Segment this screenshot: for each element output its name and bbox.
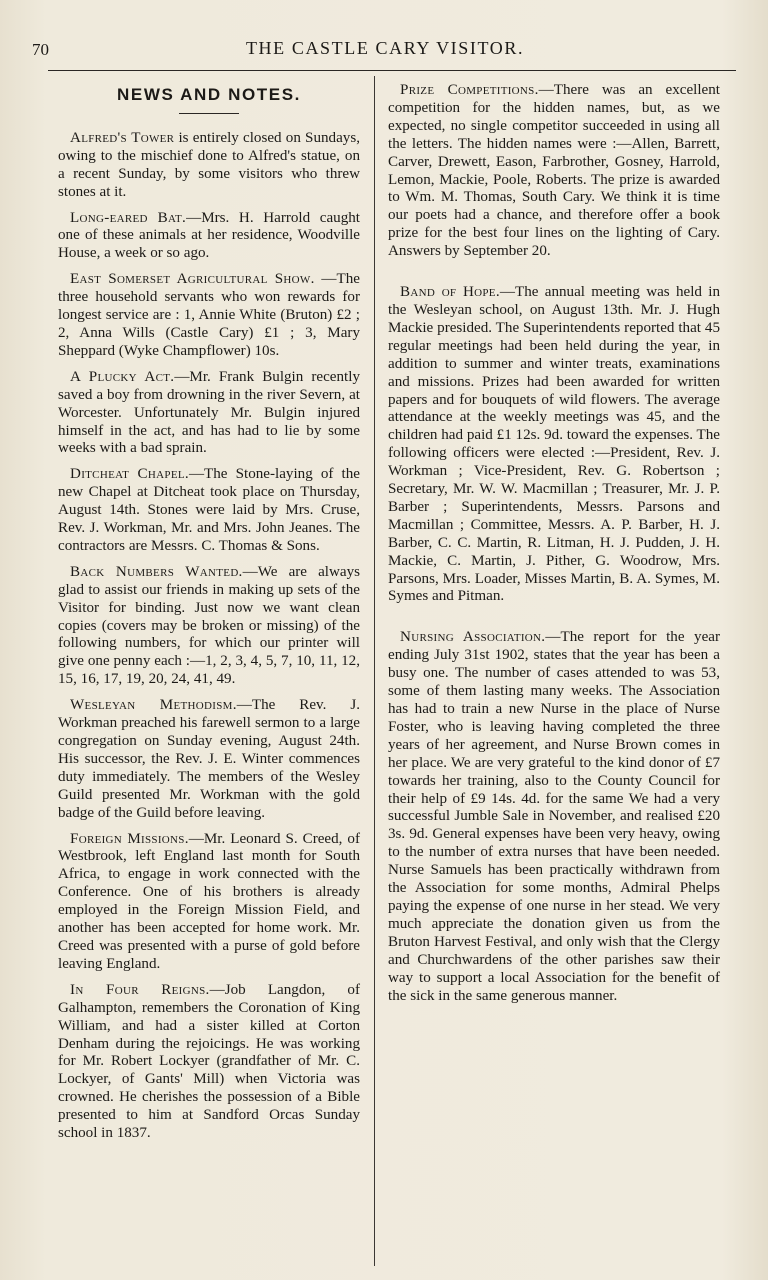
item-body: —The Stone-laying of the new Chapel at Ditcheat took place on Thursday, August 14th. Stones were laid by Mrs. Cruse, Rev. J. Workman, Mr. and Mrs. John Jeanes. The contractors are Messrs. C. Thomas & Sons. [58, 466, 360, 554]
column-divider [374, 76, 375, 1266]
news-item-prize-competitions [388, 82, 720, 261]
item-heading: Back Numbers Wanted. [70, 563, 243, 580]
item-heading: Foreign Missions. [70, 830, 189, 847]
news-item-foreign-missions [58, 831, 360, 974]
page-header [30, 32, 740, 66]
item-body: is entirely closed on Sundays, owing to the mischief done to Alfred's statue, on a recent Sunday, by some visitors who threw stones at it. [58, 129, 360, 200]
item-heading: East Somerset Agricultural Show. [70, 271, 315, 288]
left-column [58, 82, 360, 1151]
item-heading: Prize Competitions. [400, 82, 539, 98]
news-item-ditcheat-chapel [58, 466, 360, 556]
item-body: —Mr. Frank Bulgin recently saved a boy from drowning in the river Severn, at Worcester. Unfortunately Mr. Bulgin injured himself in the act, and has had to lie by some weeks with a bad sprain. [58, 368, 360, 457]
news-item-band-of-hope [388, 284, 720, 606]
item-heading: Ditcheat Chapel. [70, 466, 189, 483]
item-body: —The annual meeting was held in the Wesleyan school, on August 13th. Mr. J. Hugh Mackie presided. The Superintendents reported that 45 regular meetings had been held during the year, in addition to summer and winter treats, examinations and missions. Prizes had been awarded for written papers and for bouquets of wild flowers. The average attendance at the weekly meetings was 45, and the children had paid £1 12s. 9d. toward the expenses. The following officers were elected :—President, Rev. J. Workman ; Vice-President, Rev. G. Robertson ; Secretary, Mr. W. W. Macmillan ; Treasurer, Mr. J. P. Barber ; Superintendents, Messrs. Parsons and Macmillan ; Committee, Messrs. A. P. Barber, H. J. Barber, C. C. Martin, R. Litman, H. J. Pudden, J. H. Mackie, C. Martin, J. Pither, G. Woodrow, Mrs. Parsons, Mrs. Loader, Misses Martin, B. A. Symes, M. Symes and Pitman. [388, 284, 720, 605]
news-item-plucky-act [58, 369, 360, 459]
news-item-agricultural-show [58, 271, 360, 361]
item-body: —There was an excellent competition for the hidden names, but, as we expected, no single competitor succeeded in using all the letters. The hidden names were :—Allen, Barrett, Carver, Drewett, Eason, Farbrother, Gosney, Harrold, Lemon, Mackie, Poole, Roberts. The prize is awarded to Wm. M. Thomas, South Cary. We think it is time our poets had a chance, and therefore offer a book prize for the best four lines on the lighting of Cary. Answers by September 20. [388, 82, 720, 260]
item-heading: Band of Hope. [400, 284, 500, 301]
section-title: NEWS AND NOTES. [117, 85, 301, 104]
news-item-back-numbers [58, 564, 360, 689]
news-item-long-eared-bat [58, 210, 360, 264]
item-heading: In Four Reigns. [70, 981, 210, 998]
news-item-nursing-association [388, 629, 720, 1005]
item-body: —The Rev. J. Workman preached his farewell sermon to a large congregation on Sunday evening, August 24th. His successor, the Rev. J. E. Winter commences duty immediately. The members of the Wesley Guild presented Mr. Workman with the gold badge of the Guild before leaving. [58, 697, 360, 821]
item-heading: Wesleyan Methodism. [70, 697, 237, 714]
item-heading: Long-eared Bat. [70, 209, 187, 226]
item-body: —The report for the year ending July 31st 1902, states that the year has been a busy one. The number of cases attended to was 53, some of them lasting many weeks. The Association has had to train a new Nurse in the place of Nurse Foster, who is leaving having completed the three years of her agreement, and Nurse Brown comes in her place. We are very grateful to the kind donor of £7 towards her training, also to the County Council for their help of £9 14s. 4d. for the same We had a very successful Jumble Sale in November, and realised £20 3s. 9d. General expenses have been very heavy, owing to the number of extra nurses that have been needed. Nurse Samuels has been practically withdrawn from the Association for some months, Admiral Phelps paying the expense of one nurse in her stead. We very much appreciate the donation given us from the Bruton Harvest Festival, and only wish that the Clergy and Churchwardens of the other parishes saw their way to support a local Association for the benefit of the sick in the same generous manner. [388, 629, 720, 1004]
right-column [388, 82, 720, 1028]
item-heading: Nursing Association. [400, 629, 546, 646]
header-rule [48, 70, 736, 71]
item-body: —Mrs. H. Harrold caught one of these animals at her residence, Woodville House, a week or so ago. [58, 209, 360, 262]
page-number: 70 [32, 40, 49, 59]
item-body: —We are always glad to assist our friends in making up sets of the Visitor for binding. Just now we want clean copies (covers may be broken or missing) of the following numbers, for which our printer will give one penny each :—1, 2, 3, 4, 5, 7, 10, 11, 12, 15, 16, 17, 19, 20, 24, 41, 49. [58, 563, 360, 688]
item-heading: Alfred's Tower [70, 129, 175, 146]
item-body: —Mr. Leonard S. Creed, of Westbrook, left England last month for South Africa, to engage in work connected with the Conference. One of his brothers is already employed in the Foreign Mission Field, and another has been accepted for home work. Mr. Creed was presented with a purse of gold before leaving England. [58, 830, 360, 972]
news-item-alfreds-tower [58, 130, 360, 202]
news-item-wesleyan-methodism [58, 697, 360, 822]
item-body: —Job Langdon, of Galhampton, remembers the Coronation of King William, and had a sister killed at Corton Denham during the rejoicings. He was working for Mr. Robert Lockyer (grandfather of Mr. C. Lockyer, of Gants' Mill) when Victoria was crowned. He cherishes the possession of a Bible presented to him at Sandford Orcas Sunday school in 1837. [58, 981, 360, 1142]
running-title: THE CASTLE CARY VISITOR. [245, 38, 525, 58]
title-rule [179, 113, 239, 114]
item-body: —The three household servants who won rewards for longest service are : 1, Annie White (Bruton) £2 ; 2, Anna Wills (Castle Cary) £1 ; 3, Mary Sheppard (Wyke Champflower) 10s. [58, 271, 360, 359]
news-item-four-reigns [58, 982, 360, 1143]
item-heading: A Plucky Act. [70, 368, 175, 385]
